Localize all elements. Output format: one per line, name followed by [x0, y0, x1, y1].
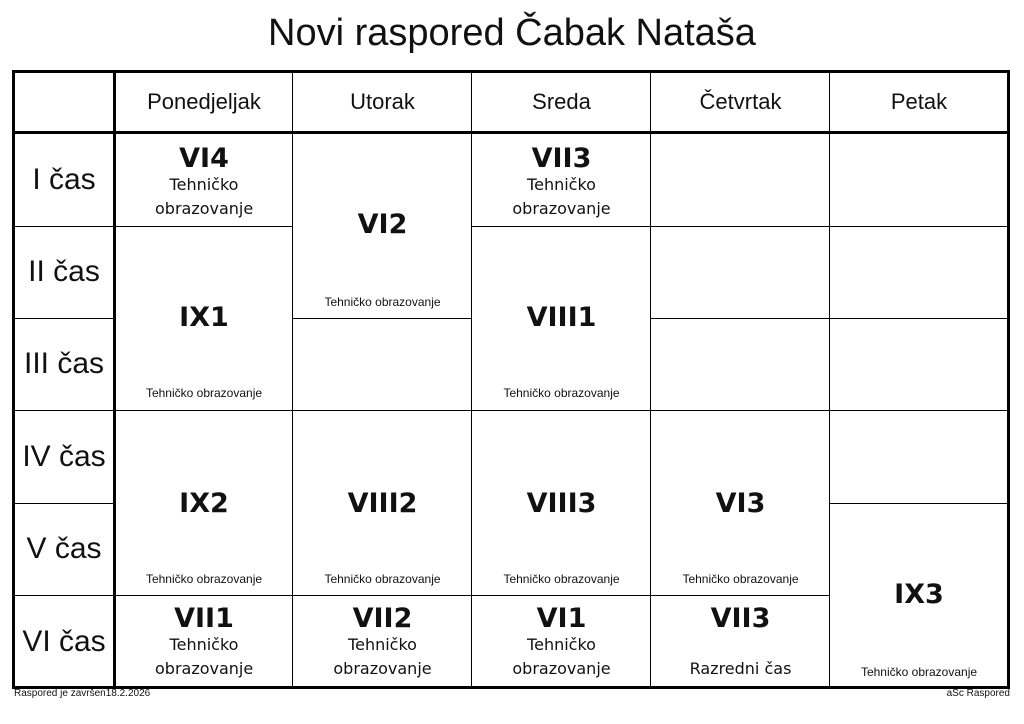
day-header-wednesday: Sreda [532, 89, 591, 114]
lesson-cell [115, 410, 293, 595]
class-label: VII1 [174, 603, 234, 634]
lesson-cell [651, 410, 830, 595]
period-header-2: II čas [28, 255, 100, 288]
class-label: VI2 [357, 209, 408, 240]
grid-line [115, 410, 293, 411]
grid-border [1007, 70, 1010, 689]
lesson-cell [115, 226, 293, 410]
grid-line [14, 503, 114, 504]
grid-line [293, 595, 472, 596]
subject-label: Tehničko obrazovanje [155, 175, 254, 218]
grid-line [651, 595, 830, 596]
subject-label: Tehničko obrazovanje [155, 635, 254, 678]
grid-line [830, 318, 1008, 319]
subject-label: Tehničko obrazovanje [512, 175, 611, 218]
class-label: IX2 [179, 488, 229, 519]
lesson-cell [472, 410, 651, 595]
period-header-3: III čas [23, 347, 105, 380]
grid-line [651, 318, 830, 319]
day-header-friday: Petak [890, 89, 948, 114]
subject-label: Tehničko obrazovanje [324, 295, 441, 309]
class-label: IX1 [179, 302, 229, 333]
grid-line [830, 410, 1008, 411]
lesson-cell [293, 595, 472, 688]
grid-line [14, 226, 114, 227]
grid-line [472, 410, 651, 411]
class-label: VIII1 [526, 302, 597, 333]
lesson-cell [472, 133, 651, 226]
subject-label: Tehničko obrazovanje [145, 386, 263, 400]
lesson-cell [115, 595, 293, 688]
class-label: VIII3 [526, 488, 597, 519]
grid-line [830, 226, 1008, 227]
day-header-thursday: Četvrtak [699, 89, 782, 114]
grid-border [12, 686, 1010, 689]
grid-line [113, 70, 116, 689]
lesson-cell [472, 226, 651, 410]
subject-label: Tehničko obrazovanje [503, 572, 620, 586]
page-title: Novi raspored Čabak Nataša [268, 12, 756, 54]
grid-line [651, 410, 830, 411]
lesson-cell [115, 133, 293, 226]
class-label: VI3 [715, 488, 766, 519]
class-label: VIII2 [347, 488, 418, 519]
grid-line [12, 131, 1010, 134]
subject-label: Razredni čas [689, 659, 792, 678]
grid-line [115, 595, 293, 596]
subject-label: Tehničko obrazovanje [145, 572, 263, 586]
subject-label: Tehničko obrazovanje [324, 572, 441, 586]
lesson-cell [830, 503, 1008, 688]
lesson-cell [293, 133, 472, 318]
period-header-1: I čas [32, 162, 96, 196]
subject-label: Tehničko obrazovanje [682, 572, 799, 586]
grid-line [472, 595, 651, 596]
day-header-monday: Ponedjeljak [147, 89, 261, 114]
grid-line [293, 318, 472, 319]
period-header-5: V čas [26, 532, 102, 565]
period-header-6: VI čas [22, 624, 106, 658]
class-label: VI4 [179, 143, 229, 174]
grid-line [14, 410, 114, 411]
grid-line [830, 503, 1008, 504]
subject-label: Tehničko obrazovanje [333, 635, 432, 678]
subject-label: Tehničko obrazovanje [512, 635, 611, 678]
lesson-cell [651, 595, 830, 688]
grid-line [14, 595, 114, 596]
grid-line [651, 226, 830, 227]
class-label: VII3 [710, 603, 771, 634]
subject-label: Tehničko obrazovanje [860, 665, 978, 679]
grid-border [12, 70, 1010, 73]
grid-border [12, 70, 15, 689]
class-label: VII3 [531, 143, 592, 174]
grid-line [472, 226, 651, 227]
day-header-tuesday: Utorak [350, 89, 415, 114]
class-label: VI1 [536, 603, 587, 634]
subject-label: Tehničko obrazovanje [503, 386, 620, 400]
period-header-4: IV čas [22, 439, 106, 473]
class-label: VII2 [352, 603, 413, 634]
lesson-cell [472, 595, 651, 688]
grid-line [293, 410, 472, 411]
footer-completion-date: Raspored je završen18.2.2026 [14, 688, 151, 699]
class-label: IX3 [894, 579, 944, 610]
grid-line [14, 318, 114, 319]
grid-line [115, 226, 293, 227]
lesson-cell [293, 410, 472, 595]
footer-brand: aSc Raspored [946, 688, 1010, 699]
